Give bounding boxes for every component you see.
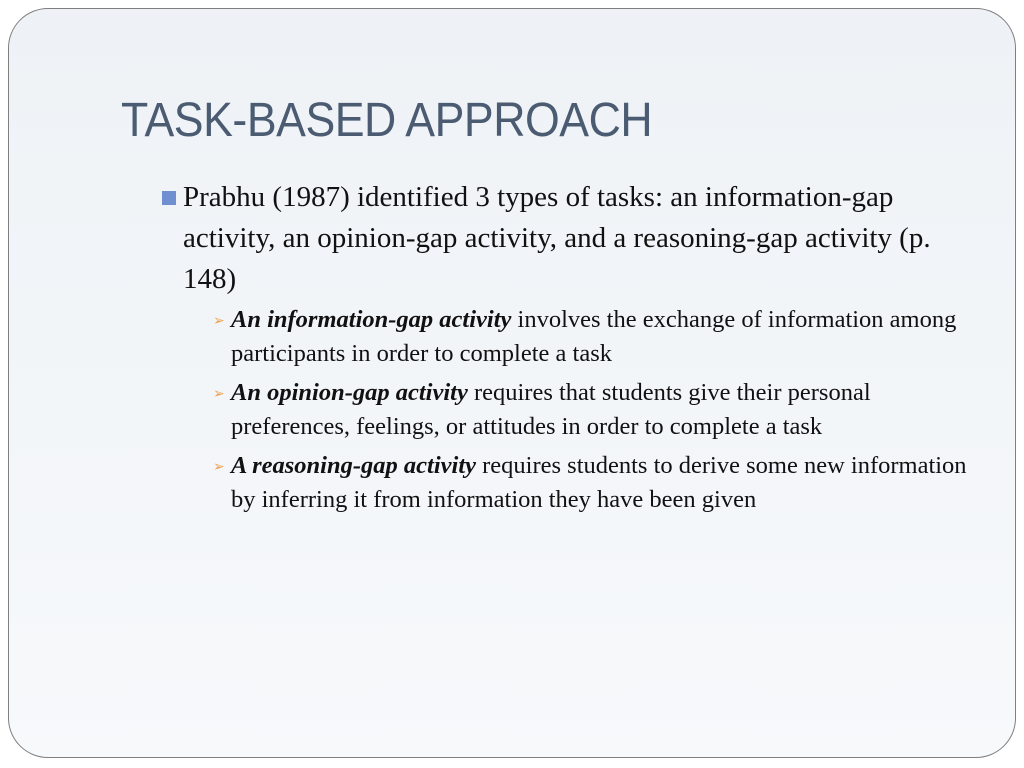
chevron-right-icon: ➢ [213,459,225,475]
slide-content [159,177,979,522]
sub-bullet-term: An information-gap activity [231,306,512,333]
slide-frame [8,8,1016,758]
sub-bullet-term: An opinion-gap activity [231,379,468,406]
chevron-right-icon: ➢ [213,313,225,329]
sub-bullet-term: A reasoning-gap activity [231,452,476,479]
chevron-right-icon: ➢ [213,386,225,402]
sub-bullet-reasoning-gap [213,449,979,517]
main-bullet [159,177,979,300]
main-bullet-text: Prabhu (1987) identified 3 types of tasks: an information-gap activity, an opinion-gap activity, and a reasoning-gap activity (p. 148) [183,181,931,295]
sub-bullet-text: requires students to derive some new information by inferring it from information they have been given [231,452,967,513]
sub-bullet-opinion-gap [213,376,979,444]
sub-bullet-text: requires that students give their personal preferences, feelings, or attitudes in order to complete a task [231,379,871,440]
square-bullet-icon [162,191,176,205]
sub-bullet-text: involves the exchange of information among participants in order to complete a task [231,306,957,367]
sub-bullet-information-gap [213,303,979,371]
slide-title: TASK-BASED APPROACH [121,94,653,147]
